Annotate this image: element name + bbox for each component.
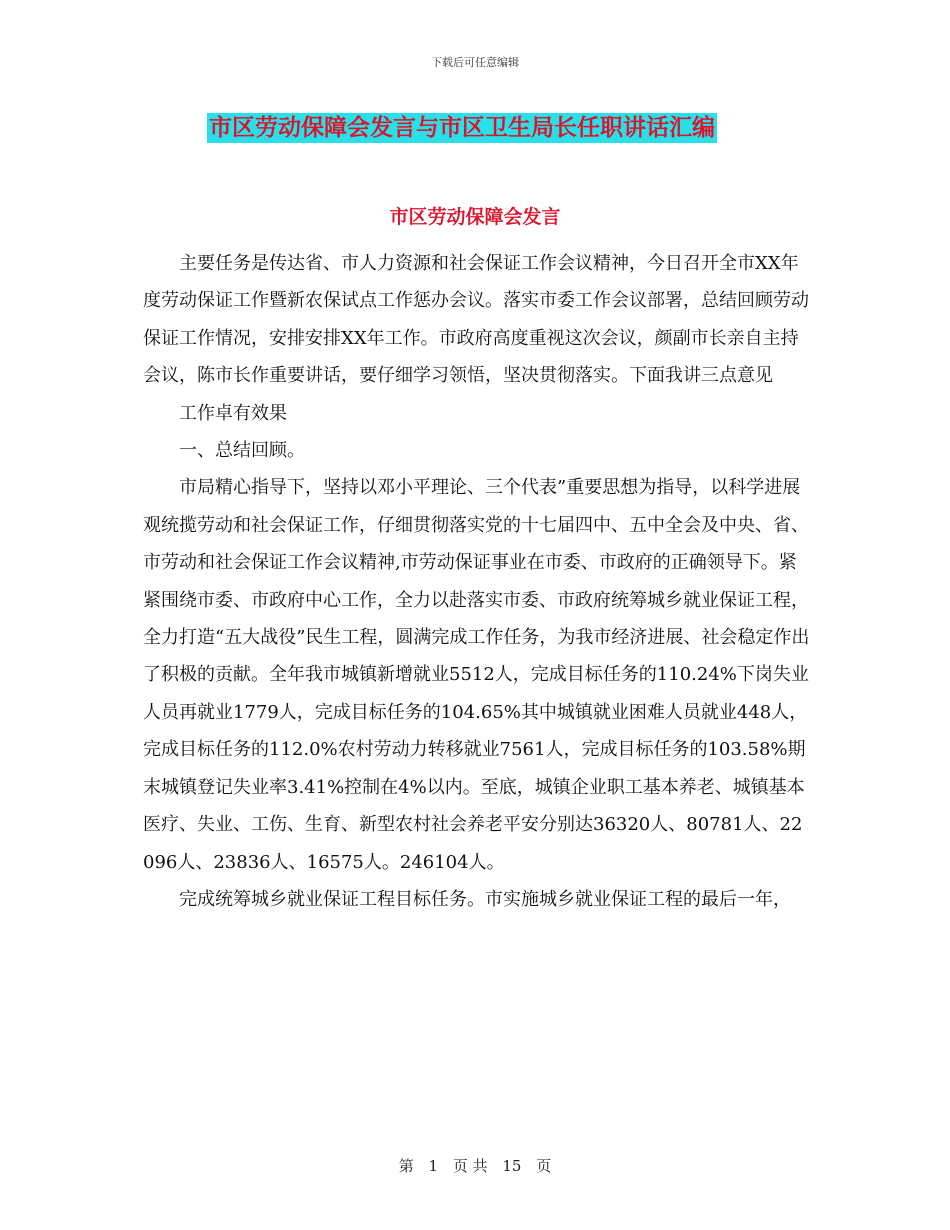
footer-middle: 页 共 (452, 1157, 488, 1175)
paragraph: 市局精心指导下，坚持以邓小平理论、三个代表”重要思想为指导，以科学进展观统揽劳动和社会保证工作，仔细贯彻落实党的十七届四中、五中全会及中央、省、市劳动和社会保证工作会议精神,市劳动保证事业在市委、市政府的正确领导下。紧紧围绕市委、市政府中心工作，全力以赴落实市委、市政府统筹城乡就业保证工程，全力打造“五大战役”民生工程，圆满完成工作任务，为我市经济进展、社会稳定作出了积极的贡献。全年我市城镇新增就业5512人，完成目标任务的110.24%下岗失业人员再就业1779人，完成目标任务的104.65%其中城镇就业困难人员就业448人，完成目标任务的112.0%农村劳动力转移就业7561人，完成目标任务的103.58%期末城镇登记失业率3.41%控制在4%以内。至底，城镇企业职工基本养老、城镇基本医疗、失业、工伤、生育、新型农村社会养老平安分别达36320人、80781人、22096人、23836人、16575人。246104人。 (143, 477, 810, 873)
footer-suffix: 页 (536, 1157, 552, 1175)
paragraph: 主要任务是传达省、市人力资源和社会保证工作会议精神，今日召开全市XX年度劳动保证工作暨新农保试点工作惩办会议。落实市委工作会议部署，总结回顾劳动保证工作情况，安排安排XX年工作。市政府高度重视这次会议，颜副市长亲自主持会议，陈市长作重要讲话，要仔细学习领悟，坚决贯彻落实。下面我讲三点意见 (143, 253, 809, 387)
page-number: 1 (428, 1157, 439, 1175)
document-title: 市区劳动保障会发言与市区卫生局长任职讲话汇编 (209, 115, 715, 141)
page-footer (0, 1155, 950, 1176)
footer-prefix: 第 (398, 1157, 414, 1175)
document-body (143, 245, 813, 918)
paragraph: 工作卓有效果 (179, 402, 287, 424)
paragraph: 一、总结回顾。 (179, 440, 305, 462)
header-note: 下载后可任意编辑 (431, 56, 519, 69)
paragraph: 完成统筹城乡就业保证工程目标任务。市实施城乡就业保证工程的最后一年， (179, 888, 791, 910)
section-title: 市区劳动保障会发言 (389, 206, 561, 228)
page-total: 15 (502, 1157, 522, 1175)
